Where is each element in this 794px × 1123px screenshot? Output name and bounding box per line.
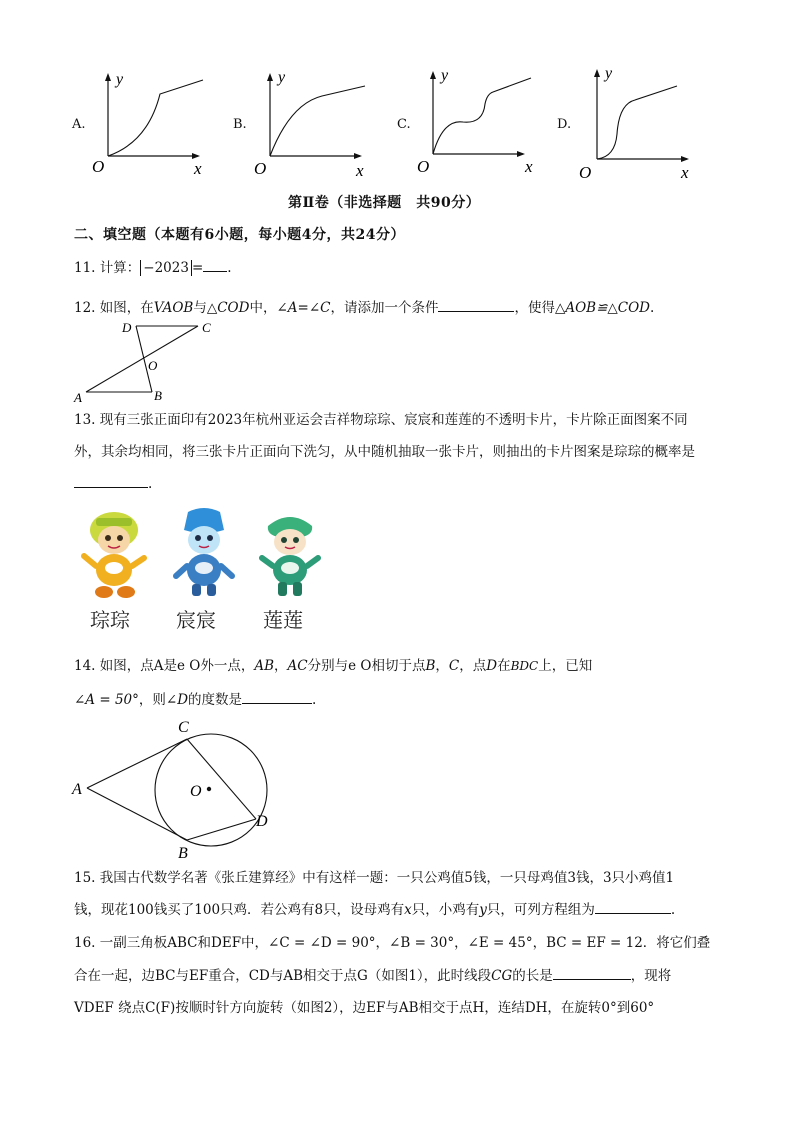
axis-x-label: x	[681, 163, 689, 182]
question-14-line1: 14. 如图，点A是e O外一点，AB，AC分别与e O相切于点B，C，点D在BDC上，已知	[74, 658, 593, 674]
svg-text:D: D	[122, 320, 132, 335]
origin-label: O	[92, 157, 105, 176]
axis-y-label: y	[278, 69, 286, 86]
mascot-congcong-image	[78, 508, 150, 600]
svg-text:A: A	[72, 781, 82, 798]
svg-text:B: B	[154, 388, 162, 403]
option-a-label: A.	[72, 117, 86, 132]
mascot-name-chenchen: 宸宸	[176, 608, 216, 632]
svg-text:B: B	[178, 845, 188, 862]
option-d-graph	[577, 64, 707, 182]
svg-text:O: O	[190, 783, 202, 800]
question-16-line3: VDEF 绕点C(F)按顺时针方向旋转（如图2），边EF与AB相交于点H，连结DH，在旋转0°到60°	[74, 1000, 655, 1016]
mascot-name-congcong: 琮琮	[90, 608, 130, 632]
mascot-lianlian-image	[254, 508, 326, 600]
mascot-chenchen-image	[168, 506, 240, 600]
mascot-name-lianlian: 莲莲	[263, 608, 303, 632]
origin-label: O	[254, 159, 267, 178]
question-16-line1: 16. 一副三角板ABC和DEF中，∠C = ∠D = 90°，∠B = 30°，∠E = 45°，BC = EF = 12．将它们叠	[74, 935, 711, 951]
option-d-label: D.	[557, 117, 572, 132]
question-15-line1: 15. 我国古代数学名著《张丘建算经》中有这样一题：一只公鸡值5钱，一只母鸡值3钱，3只小鸡值1	[74, 870, 675, 886]
svg-text:C: C	[178, 719, 189, 736]
origin-label: O	[417, 157, 430, 176]
option-a-graph	[88, 64, 218, 179]
axis-y-label: y	[441, 67, 449, 84]
option-c-label: C.	[397, 117, 411, 132]
part2-title: 第Ⅱ卷（非选择题 共90分）	[288, 195, 481, 211]
axis-x-label: x	[525, 157, 533, 176]
question-13-line1: 13. 现有三张正面印有2023年杭州亚运会吉祥物琮琮、宸宸和莲莲的不透明卡片，卡片除正面图案不同	[74, 412, 688, 428]
question-13-line3: .	[74, 473, 152, 495]
section2-title: 二、填空题（本题有6小题，每小题4分，共24分）	[74, 227, 405, 243]
origin-label: O	[579, 163, 592, 182]
axis-y-label: y	[605, 65, 613, 82]
svg-text:A: A	[74, 390, 82, 404]
option-c-graph	[413, 64, 543, 179]
question-15-line2: 钱，现花100钱买了100只鸡．若公鸡有8只，设母鸡有x只，小鸡有y只，可列方程组为 .	[74, 899, 675, 921]
axis-y-label: y	[116, 71, 124, 88]
axis-x-label: x	[194, 159, 202, 178]
axis-x-label: x	[356, 161, 364, 179]
option-b-label: B.	[233, 117, 247, 132]
svg-text:O: O	[148, 358, 158, 373]
q12-figure	[72, 318, 222, 404]
svg-text:D: D	[256, 813, 268, 830]
question-14-line2: ∠A = 50°，则∠D的度数是 .	[74, 689, 316, 711]
question-13-line2: 外，其余均相同，将三张卡片正面向下洗匀，从中随机抽取一张卡片，则抽出的卡片图案是琮琮的概率是	[74, 444, 695, 460]
question-16-line2: 合在一起，边BC与EF重合，CD与AB相交于点G（如图1），此时线段CG的长是 ，现将	[74, 965, 671, 987]
q14-figure	[70, 712, 290, 862]
question-11: 11. 计算： −2023 = .	[74, 257, 232, 279]
svg-text:C: C	[202, 320, 211, 335]
question-12: 12. 如图，在VAOB与△COD中，∠A=∠C，请添加一个条件 ，使得△AOB≌△COD.	[74, 297, 654, 319]
option-b-graph	[250, 64, 380, 179]
